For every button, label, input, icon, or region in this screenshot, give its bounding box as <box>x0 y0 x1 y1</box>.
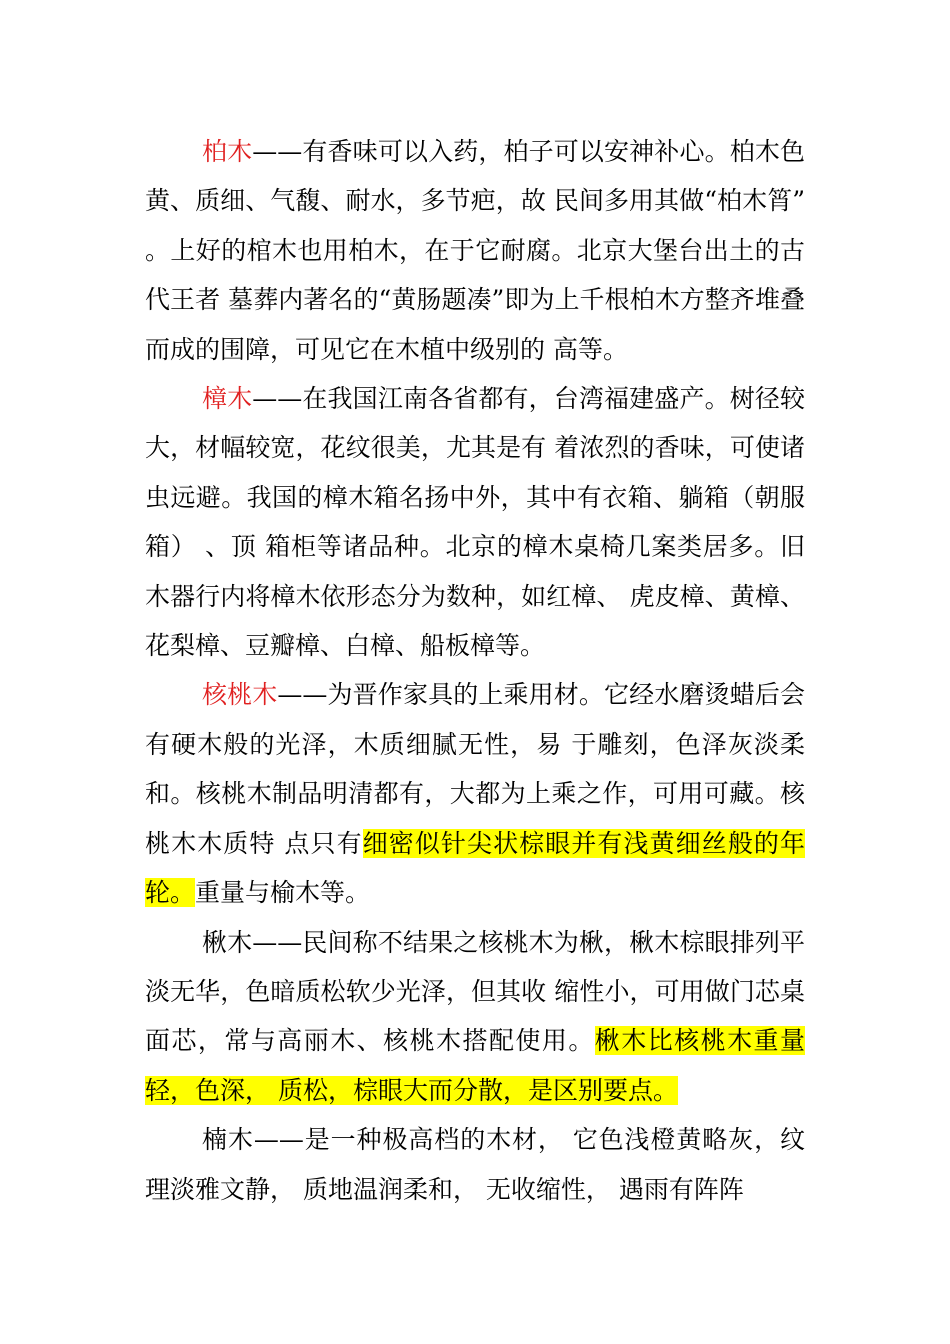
paragraph-text: ——有香味可以入药，柏子可以安神补心。柏木色黄、质细、气馥、耐水，多节疤，故 民间多用其做“柏木筲” 。上好的棺木也用柏木，在于它耐腐。北京大堡台出土的古代王者 墓葬内著名的“黄肠题凑”即为上千根柏木方整齐堆叠而成的围障，可见它在木植中级别的 高等。 <box>145 137 805 364</box>
term-hetaomu: 核桃木 <box>202 680 278 710</box>
paragraph-baimu <box>145 127 805 374</box>
paragraph-zhangmu <box>145 374 805 670</box>
paragraph-hetaomu <box>145 670 805 917</box>
paragraph-qiumu <box>145 918 805 1116</box>
paragraph-text: 重量与榆木等。 <box>195 878 371 908</box>
paragraph-text: ——为晋作家具的上乘用材。它经水磨烫蜡后会有硬木般的光泽，木质细腻无性，易 于雕刻，色泽灰淡柔和。核桃木制品明清都有，大都为上乘之作，可用可藏。核桃木木质特 点只有 <box>145 680 805 858</box>
paragraph-text: 楠木——是一种极高档的木材， 它色浅橙黄略灰，纹理淡雅文静， 质地温润柔和， 无收缩性， 遇雨有阵阵 <box>145 1125 805 1204</box>
document-body <box>145 127 805 1214</box>
paragraph-text: 楸木——民间称不结果之核桃木为楸，楸木棕眼排列平淡无华，色暗质松软少光泽，但其收 缩性小，可用做门芯桌面芯，常与高丽木、核桃木搭配使用。 <box>145 927 805 1056</box>
term-baimu: 柏木 <box>202 137 253 166</box>
highlighted-text: 细密似针尖状棕眼并有浅黄细丝般的年轮。 <box>145 828 805 908</box>
term-zhangmu: 樟木 <box>202 384 253 414</box>
highlighted-text: 楸木比核桃木重量轻，色深， 质松，棕眼大而分散，是区别要点。 <box>145 1026 805 1105</box>
paragraph-text: ——在我国江南各省都有，台湾福建盛产。树径较大，材幅较宽，花纹很美，尤其是有 着浓烈的香味，可使诸虫远避。我国的樟木箱名扬中外，其中有衣箱、躺箱（朝服箱） 、顶 箱柜等诸品种。北京的樟木桌椅几案类居多。旧木器行内将樟木依形态分为数种，如红樟、 虎皮樟、黄樟、花梨樟、豆瓣樟、白樟、船板樟等。 <box>145 384 805 661</box>
paragraph-nanmu <box>145 1115 805 1214</box>
